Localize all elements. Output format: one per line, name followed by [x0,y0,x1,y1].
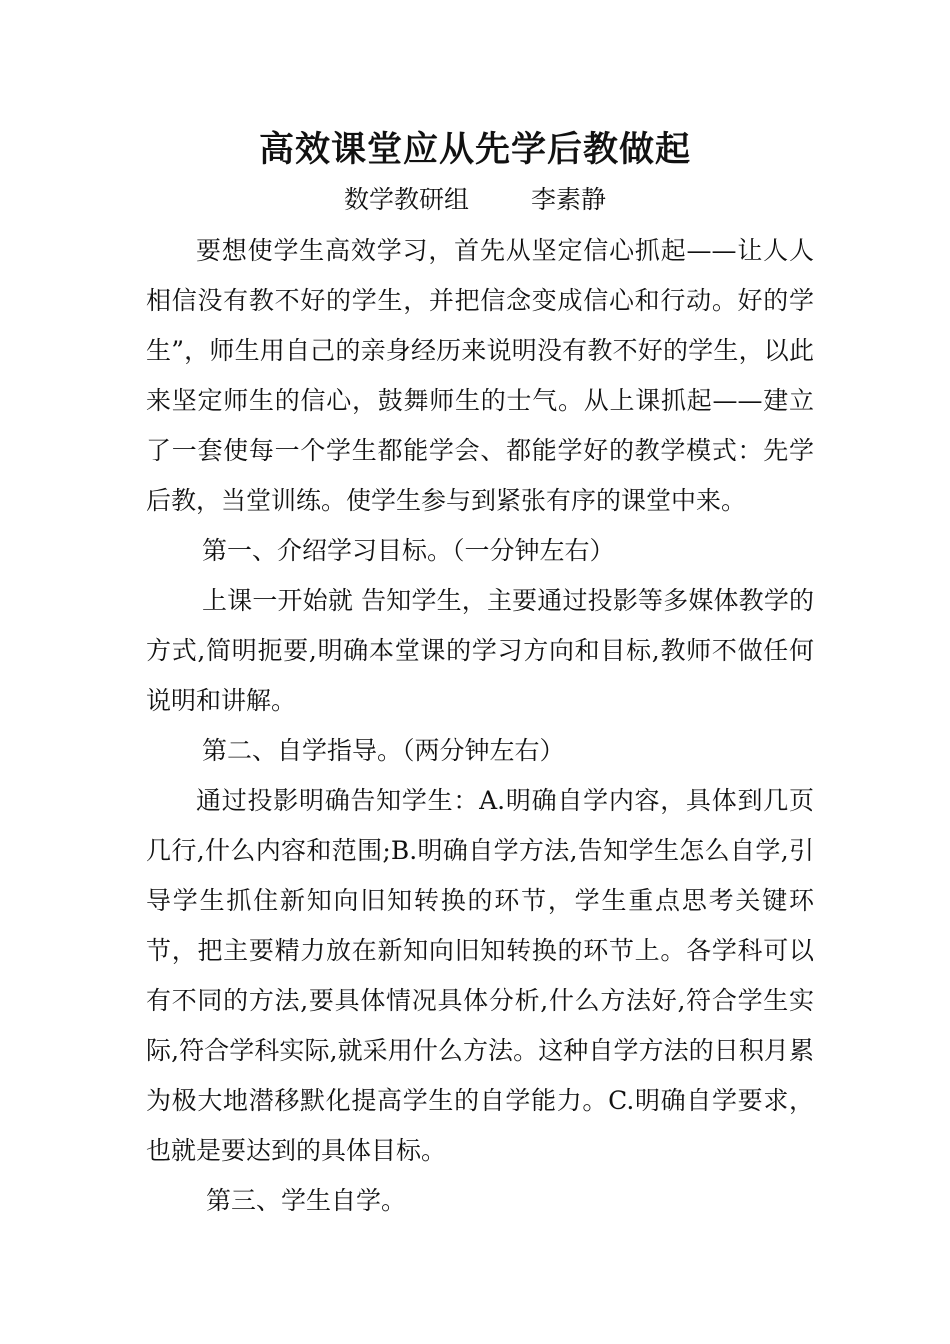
section-heading-3: 第三、学生自学。 [206,1186,407,1215]
document-title: 高效课堂应从先学后教做起 [258,129,691,170]
paragraph-section-1: 上课一开始就 告知学生，主要通过投影等多媒体教学的方式,简明扼要,明确本堂课的学习方向和目标,教师不做任何说明和讲解。 [146,586,814,715]
byline-author: 李素静 [531,185,607,214]
document-body [146,226,814,1226]
byline [0,178,950,222]
section-heading-2: 第二、自学指导。（两分钟左右） [202,736,565,765]
byline-group: 数学教研组 [343,185,469,214]
paragraph-intro: 要想使学生高效学习，首先从坚定信心抓起——让人人相信没有教不好的学生，并把信念变成信心和行动。好的学生”，师生用自己的亲身经历来说明没有教不好的学生，以此来坚定师生的信心，鼓舞师生的士气。从上课抓起——建立了一套使每一个学生都能学会、都能学好的教学模式：先学后教，当堂训练。使学生参与到紧张有序的课堂中来。 [146,236,814,515]
section-heading-1: 第一、介绍学习目标。（一分钟左右） [202,536,615,565]
paragraph-section-2: 通过投影明确告知学生：A.明确自学内容，具体到几页几行,什么内容和范围;B.明确自学方法,告知学生怎么自学,引导学生抓住新知向旧知转换的环节，学生重点思考关键环节，把主要精力放在新知向旧知转换的环节上。各学科可以有不同的方法,要具体情况具体分析,什么方法好,符合学生实际,符合学科实际,就采用什么方法。这种自学方法的日积月累为极大地潜移默化提高学生的自学能力。C.明确自学要求，也就是要达到的具体目标。 [146,786,814,1165]
